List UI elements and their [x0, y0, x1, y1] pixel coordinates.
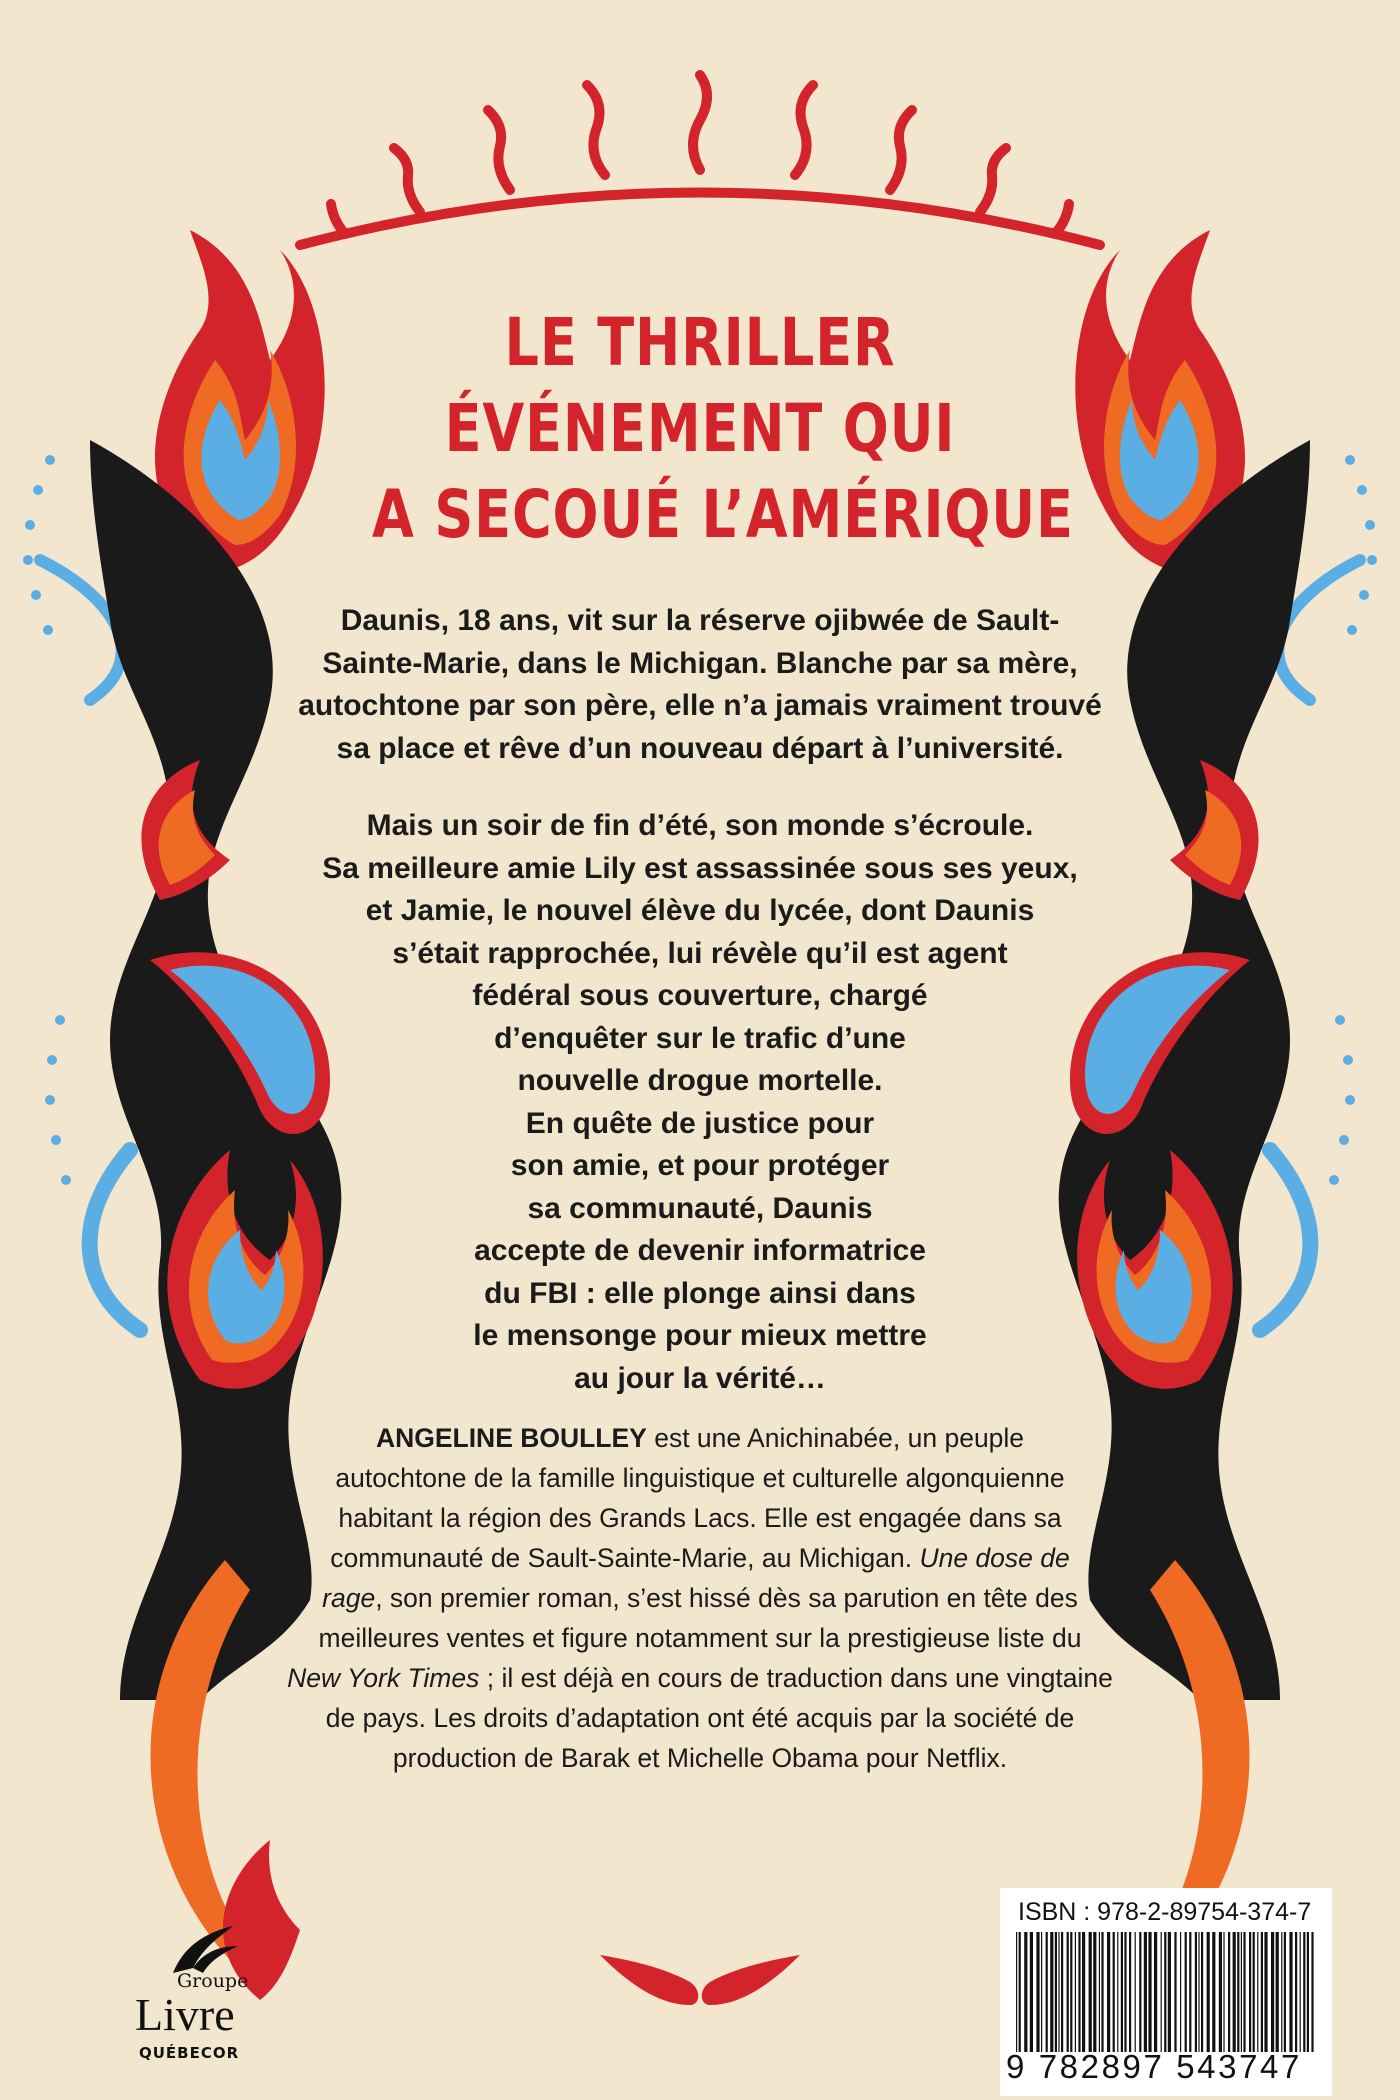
text-line: Mais un soir de fin d’été, son monde s’écroule.	[366, 809, 1034, 842]
barcode-bar	[1139, 1932, 1141, 2052]
barcode-bar	[1271, 1932, 1274, 2052]
text-line: sa place et rêve d’un nouveau départ à l’université.	[336, 731, 1064, 765]
barcode-bar	[1241, 1932, 1242, 2052]
barcode-bar	[1233, 1932, 1236, 2052]
barcode-bar	[1276, 1932, 1279, 2052]
barcode-bar	[1174, 1932, 1176, 2052]
barcode-bar	[1284, 1932, 1286, 2052]
barcode-bar	[1041, 1932, 1042, 2052]
text-line: s’était rapprochée, lui révèle qu’il est agent	[392, 936, 1008, 970]
barcode-bar	[1295, 1932, 1297, 2052]
barcode-bar	[1300, 1932, 1301, 2052]
text-line: rage, son premier roman, s’est hissé dès sa parution en tête des	[322, 1583, 1078, 1613]
headline-line-3: A SECOUÉ L’AMÉRIQUE	[372, 476, 1074, 553]
barcode-bar	[1113, 1932, 1115, 2052]
barcode-bar	[1307, 1932, 1309, 2052]
text-line: accepte de devenir informatrice	[474, 1234, 926, 1267]
text-line: ANGELINE BOULLEY est une Anichinabée, un peuple	[375, 1423, 1025, 1453]
text-line: de pays. Les droits d’adaptation ont été acquis par la société de	[325, 1703, 1075, 1733]
text-line: meilleures ventes et figure notamment sur la prestigieuse liste du	[318, 1623, 1082, 1653]
text-line: habitant la région des Grands Lacs. Elle est engagée dans sa	[338, 1503, 1062, 1533]
barcode-bar	[1082, 1932, 1085, 2052]
barcode-bar	[1055, 1932, 1057, 2052]
barcode-bar	[1107, 1932, 1110, 2052]
barcode-bar	[1124, 1932, 1126, 2052]
barcode-bar	[1061, 1932, 1063, 2052]
barcode-bar	[1185, 1932, 1187, 2052]
barcode-bar	[1257, 1932, 1258, 2052]
bottom-teardrops-icon	[600, 1955, 800, 2005]
barcode-bar	[1067, 1932, 1069, 2052]
barcode-bar	[1189, 1932, 1191, 2052]
text-line: production de Barak et Michelle Obama pour Netflix.	[392, 1743, 1008, 1773]
barcode-bar	[1195, 1932, 1197, 2052]
barcode-bar	[1219, 1932, 1222, 2052]
barcode-bar	[1164, 1932, 1166, 2052]
barcode-bar	[1148, 1932, 1151, 2052]
barcode-bar	[1264, 1932, 1267, 2052]
text-line: Sa meilleure amie Lily est assassinée sous ses yeux,	[322, 851, 1078, 885]
barcode-bar	[1281, 1932, 1282, 2052]
barcode-bar	[1117, 1932, 1118, 2052]
text-line: communauté de Sault-Sainte-Marie, au Michigan. Une dose de	[330, 1543, 1070, 1573]
isbn-barcode	[1000, 1888, 1332, 2096]
barcode-bar	[1154, 1932, 1157, 2052]
text-line: autochtone de la famille linguistique et culturelle algonquienne	[335, 1463, 1065, 1493]
barcode-digits: 9 782897 543747	[1006, 2048, 1302, 2085]
barcode-bar	[1161, 1932, 1162, 2052]
text-line: fédéral sous couverture, chargé	[472, 979, 928, 1012]
book-title: rage	[322, 1583, 376, 1613]
barcode-bar	[1243, 1932, 1245, 2052]
barcode-bar	[1311, 1932, 1313, 2052]
barcode-bar	[1024, 1932, 1027, 2052]
barcode-bar	[1101, 1932, 1103, 2052]
logo-quebecor: QUÉBECOR	[139, 2044, 240, 2062]
publisher-logo	[125, 1918, 265, 2068]
barcode-bar	[1135, 1932, 1136, 2052]
newspaper-title: New York Times	[287, 1663, 480, 1693]
logo-livre: Livre	[135, 1989, 235, 2040]
synopsis-paragraph-2	[260, 805, 1140, 1400]
author-bio	[200, 1418, 1200, 1778]
barcode-bar	[1289, 1932, 1292, 2052]
text-line: d’enquêter sur le trafic d’une	[494, 1021, 906, 1055]
text-line: le mensonge pour mieux mettre	[473, 1319, 927, 1352]
barcode-bar	[1198, 1932, 1199, 2052]
barcode-bar	[1036, 1932, 1039, 2052]
text-line: En quête de justice pour	[525, 1106, 875, 1140]
barcode-bar	[1223, 1932, 1224, 2052]
isbn-label: ISBN : 978-2-89754-374-7	[1018, 1898, 1312, 1926]
barcode-bar	[1050, 1932, 1053, 2052]
barcode-bar	[1046, 1932, 1048, 2052]
barcode-bar	[1016, 1932, 1017, 2052]
barcode-bar	[1253, 1932, 1255, 2052]
text-line: New York Times ; il est déjà en cours de traduction dans une vingtaine	[287, 1663, 1113, 1693]
barcode-icon	[1014, 1932, 1319, 2052]
headline	[372, 300, 1074, 558]
barcode-bar	[1075, 1932, 1076, 2052]
logo-groupe: Groupe	[177, 1970, 249, 1992]
headline-line-1: LE THRILLER	[504, 304, 896, 381]
barcode-bar	[1144, 1932, 1147, 2052]
barcode-bar	[1070, 1932, 1072, 2052]
leaf-logo-icon	[163, 1918, 243, 1978]
barcode-bar	[1129, 1932, 1131, 2052]
text-line: son amie, et pour protéger	[510, 1149, 890, 1182]
barcode-bar	[1093, 1932, 1096, 2052]
barcode-bar	[1212, 1932, 1215, 2052]
barcode-bar	[1121, 1932, 1123, 2052]
barcode-bar	[1030, 1932, 1033, 2052]
barcode-bar	[1099, 1932, 1100, 2052]
sun-arc-icon	[300, 75, 1100, 245]
barcode-bar	[1089, 1932, 1092, 2052]
barcode-bar	[1180, 1932, 1181, 2052]
barcode-bar	[1078, 1932, 1080, 2052]
book-title: Une dose de	[919, 1543, 1070, 1573]
barcode-bar	[1303, 1932, 1305, 2052]
barcode-bar	[1249, 1932, 1251, 2052]
headline-line-2: ÉVÉNEMENT QUI	[444, 390, 956, 467]
barcode-bar	[1237, 1932, 1239, 2052]
synopsis	[260, 600, 1140, 1400]
barcode-bar	[1228, 1932, 1230, 2052]
text-line: sa communauté, Daunis	[527, 1191, 873, 1225]
text-line: Sainte-Marie, dans le Michigan. Blanche par sa mère,	[322, 646, 1078, 680]
barcode-bar	[1168, 1932, 1171, 2052]
barcode-bar	[1019, 1932, 1021, 2052]
text-line: et Jamie, le nouvel élève du lycée, dont Daunis	[365, 894, 1035, 927]
text-line: autochtone par son père, elle n’a jamais vraiment trouvé	[298, 689, 1102, 722]
barcode-bar	[1201, 1932, 1203, 2052]
barcode-bar	[1261, 1932, 1263, 2052]
text-line: Daunis, 18 ans, vit sur la réserve ojibwée de Sault-	[340, 604, 1060, 637]
text-line: au jour la vérité…	[574, 1361, 826, 1395]
barcode-bar	[1207, 1932, 1210, 2052]
text-line: du FBI : elle plonge ainsi dans	[484, 1276, 916, 1310]
synopsis-paragraph-1	[260, 600, 1140, 770]
text-line: nouvelle drogue mortelle.	[517, 1064, 883, 1097]
barcode-bar	[1058, 1932, 1059, 2052]
author-name: ANGELINE BOULLEY	[375, 1423, 647, 1453]
